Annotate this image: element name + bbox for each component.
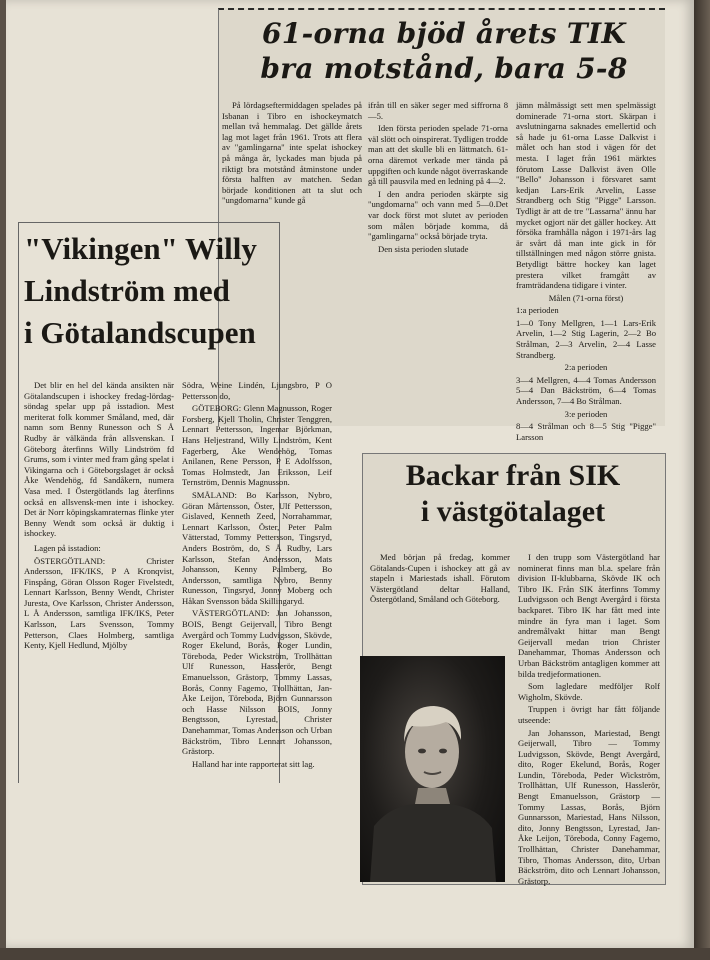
sik-paragraph: Med början på fredag, kommer Götalands-Cupen i ishockey att gå av stapeln i Mariestads ishall. Förutom Västergötland deltar Halland, Östergötland, Småland och Göteborg. [370,552,510,605]
tik-paragraph: Iden första perioden spelade 71-orna väl slött och oinspirerat. Tydligen trodde man att det skulle bli en lättmatch. 61-orna däremot verkade mer tända på uppgiften och kunde något överraskande gå till pausvila med en ledning på 4—2. [368,123,508,187]
sik-column-2 [518,552,660,886]
lineup-ostergotland-cont: Södra, Weine Lindén, Ljungsbro, P O Pettersson do, [182,380,332,401]
player-portrait-icon [360,656,505,882]
sik-headline [364,458,662,530]
tik-column-2 [368,100,508,290]
goal-period: 3:e perioden [564,408,608,419]
goal-period: 1:a perioden [516,305,559,316]
sik-column-1 [370,552,510,652]
lineup-vastergotland: VÄSTERGÖTLAND: Jan Johansson, BOIS, Bengt Geijervall, Tibro Bengt Avergård och Tommy Ludvigsson, Skövde, Roger Ekelund, Borås, Roger Lundin, Töreboda, Peder Wickström, Trollhättan Ulf Runesson, Hasslerör, Bengt Emanuelsson, Grästorp, Tommy Lassas, Borås, Conny Fagemo, Trollhättan, Jan-Åke Leijon, Töreboda, Björn Gunnarsson och Hasse Nilsson BOIS, Jonny Bengtsson, Lyrestad, Christer Danehammar, Tomas Andersson och Urban Bäckström, Tibro Lennart Johansson, Grästorp. [182,608,332,757]
vikingen-headline [24,228,274,354]
sik-paragraph: Truppen i övrigt har fått följande utseende: [518,704,660,725]
tik-column-3 [516,100,656,442]
goal-list: 8—4 Strålman och 8—5 Stig "Pigge" Larsson [516,421,656,442]
goals-title: Målen (71-orna först) [548,292,624,303]
tik-paragraph: Den sista perioden slutade [378,243,469,254]
halland-note: Halland har inte rapporterat sitt lag. [192,758,315,769]
sik-lineup: Jan Johansson, Mariestad, Bengt Geijerwall, Tibro — Tommy Ludvigsson, Skövde, Bengt Avergård, dito, Roger Ekelund, Borås, Roger Lundin, Töreboda, Peder Wickström, Trollhättan, Ulf Runesson, Hasslerör, Bengt Emanuelsson, Grästorp — Tommy Lassas, Borås, Björn Gunnarsson, Mariestad, Hans Nilsson, dito, Jonny Bengtsson, Lyrestad, Jan-Åke Leijon, Töreboda, Conny Fagemo, Trollhättan, Christer Danehammar, Tibro, Thomas Andersson, dito, Urban Bäckström, dito och Lennart Johansson, Grästorp. [518,727,660,886]
sik-paragraph: I den trupp som Västergötland har nominerat finns man bl.a. spelare från division II-klubbarna, Skövde IK och Tibro IK. Från SIK återfinns Tommy Ludvigsson och Bengt Avergård i första backparet. Tibro IK har fått med inte mindre än fyra man i laget. Som andremålvakt hittar man Bengt Geijervall medan trion Christer Danehammar, Thomas Andersson och Urban Bäckström antagligen kommer att bilda tredjeformationen. [518,552,660,679]
sik-headline-line-1: Backar från SIK [405,459,621,492]
page-bottom-edge [0,948,710,960]
lineup-ostergotland: ÖSTERGÖTLAND: Christer Andersson, IFK/IKS, P A Kronqvist, Finspång, Göran Olsson Roger Fivelstedt, Lennart Karlsson, Benny Wendt, Christer Juresta, Ove Karlsson, Christer Andersson, L Å Andersson, samtliga IFK/IKS, Peter Karlsson, Lars Svensson, Tommy Petterson, Claes Holmberg, samtliga Kenty, Kjell Hedlund, Mjölby [24,555,174,651]
tik-paragraph: jämn målmässigt sett men spelmässigt dominerade 71-orna stort. Skärpan i avslutningarna saknades emellertid och så hade ju 61-orna Lasse Dalkvist i målet och han stod i vägen för det mesta. I laget från 1961 märktes förutom Lasse Dalkvist även Olle "Bello" Johansson i försvaret samt kedjan Lars-Erik Arvelin, Lasse Strandberg och Stig "Pigge" Larsson. Tydligt är att de tre "Lassarna" ännu har mycket ogjort när det gäller hockey. Att försöka framhålla någon i 1971-års lag är svårt då man inte gick in för tillställningen med någon större gnista. Betydligt bättre hockey kan laget prestera vilket framgått av framträdandena tidigare i vinter. [516,100,656,291]
vikingen-paragraph: Det blir en hel del kända ansikten när Götalandscupen i ishockey fredag-lördag-söndag spelar upp på isstadion. Mest meriterat folk kommer Småland, med, där namn som Benny Runesson och S Å Rudby är välkända från allsvenskan. I Göteborg återfinns Willy Lindström fd Grums, som i vinter med fram gång spelat i Vikingarna och i Göteborgslaget är också Åke Wendehög, fd Sandåkern, numera Vasa med. I Östergötlands lag återfinns också en allsvensk-men inte i ishockey. Det är Norr köpingskamraternas flinke yter Benny Wendt som också är duktig i ishockey. [24,380,174,539]
sik-headline-line-2: i västgötalaget [420,495,606,528]
tik-headline-line-2: bra motstånd, bara 5-8 [260,52,628,85]
lineup-smaland: SMÅLAND: Bo Karlsson, Nybro, Göran Mårtensson, Öster, Ulf Pettersson, Gislaved, Kenneth Zeed, Norrahammar, Lennart Karlsson, Öster, Peter Palm Vätterstad, Tommy Pettersson, Tingsryd, Anders Boström, do, S Å Rudby, Lars Karlsson, Stefan Andersson, Mats Johansson, Kenny Palmberg, Bo Andersson, samtliga Nybro, Benny Runesson, Tingsryd, Jonny Moberg och Håkan Svensson båda Skillingaryd. [182,489,332,606]
page-edge [694,0,710,960]
lineup-goteborg: GÖTEBORG: Glenn Magnusson, Roger Forsberg, Kjell Tholin, Christer Tenggren, Lennart Pettersson, Ingemar Björkman, Hans Heljestrand, Willy Lindström, Kent Fagerberg, Åke Wendehög, Tomas Anilanen, Rene Persson, P E Adolfsson, Tomas Holmstedt, Jan Eriksson, Leif Ternström, Dennis Magnusson. [182,403,332,488]
tik-paragraph: På lördagseftermiddagen spelades på Isbanan i Tibro en ishockeymatch mellan två hemmalag. Det gällde årets lag mot laget från 1961. Trots att flera av "gamlingarna" inte spelat ishockey på många år, lyckades man bjuda på riktigt bra motstånd åtminstone under första halften av matchen. Sedan började konditionen att ta slut och "ungdomarna" kunde gå [222,100,362,206]
lineup-heading: Lagen på isstadion: [34,542,101,553]
vikingen-column-2 [182,380,332,940]
tik-column-1 [222,100,362,220]
tik-paragraph: I den andra perioden skärpte sig "ungdomarna" och vann med 5—0.Det var dock först mot slutet av perioden som målen började komma, då "gamlingarna" också började tryta. [368,188,508,242]
tik-paragraph: ifrån till en säker seger med siffrorna 8—5. [368,100,508,121]
vikingen-headline-line-1: "Vikingen" Willy [24,231,257,266]
vikingen-headline-line-3: i Götalandscupen [24,315,256,350]
player-photo [360,656,505,882]
tik-headline [226,16,662,86]
goal-list: 1—0 Tony Mellgren, 1—1 Lars-Erik Arvelin, 1—2 Stig Lagerin, 2—2 Bo Strålman, 2—3 Arvelin, 2—4 Lasse Strandberg. [516,317,656,360]
vikingen-headline-line-2: Lindström med [24,273,230,308]
vikingen-column-1 [24,380,174,772]
goal-period: 2:a perioden [564,362,608,373]
goal-list: 3—4 Mellgren, 4—4 Tomas Andersson 5—4 Dan Bäckström, 6—4 Tomas Andersson, 7—4 Bo Strålman. [516,374,656,407]
tik-headline-line-1: 61-orna bjöd årets TIK [262,17,626,50]
sik-paragraph: Som lagledare medföljer Rolf Wigholm, Skövde. [518,681,660,702]
